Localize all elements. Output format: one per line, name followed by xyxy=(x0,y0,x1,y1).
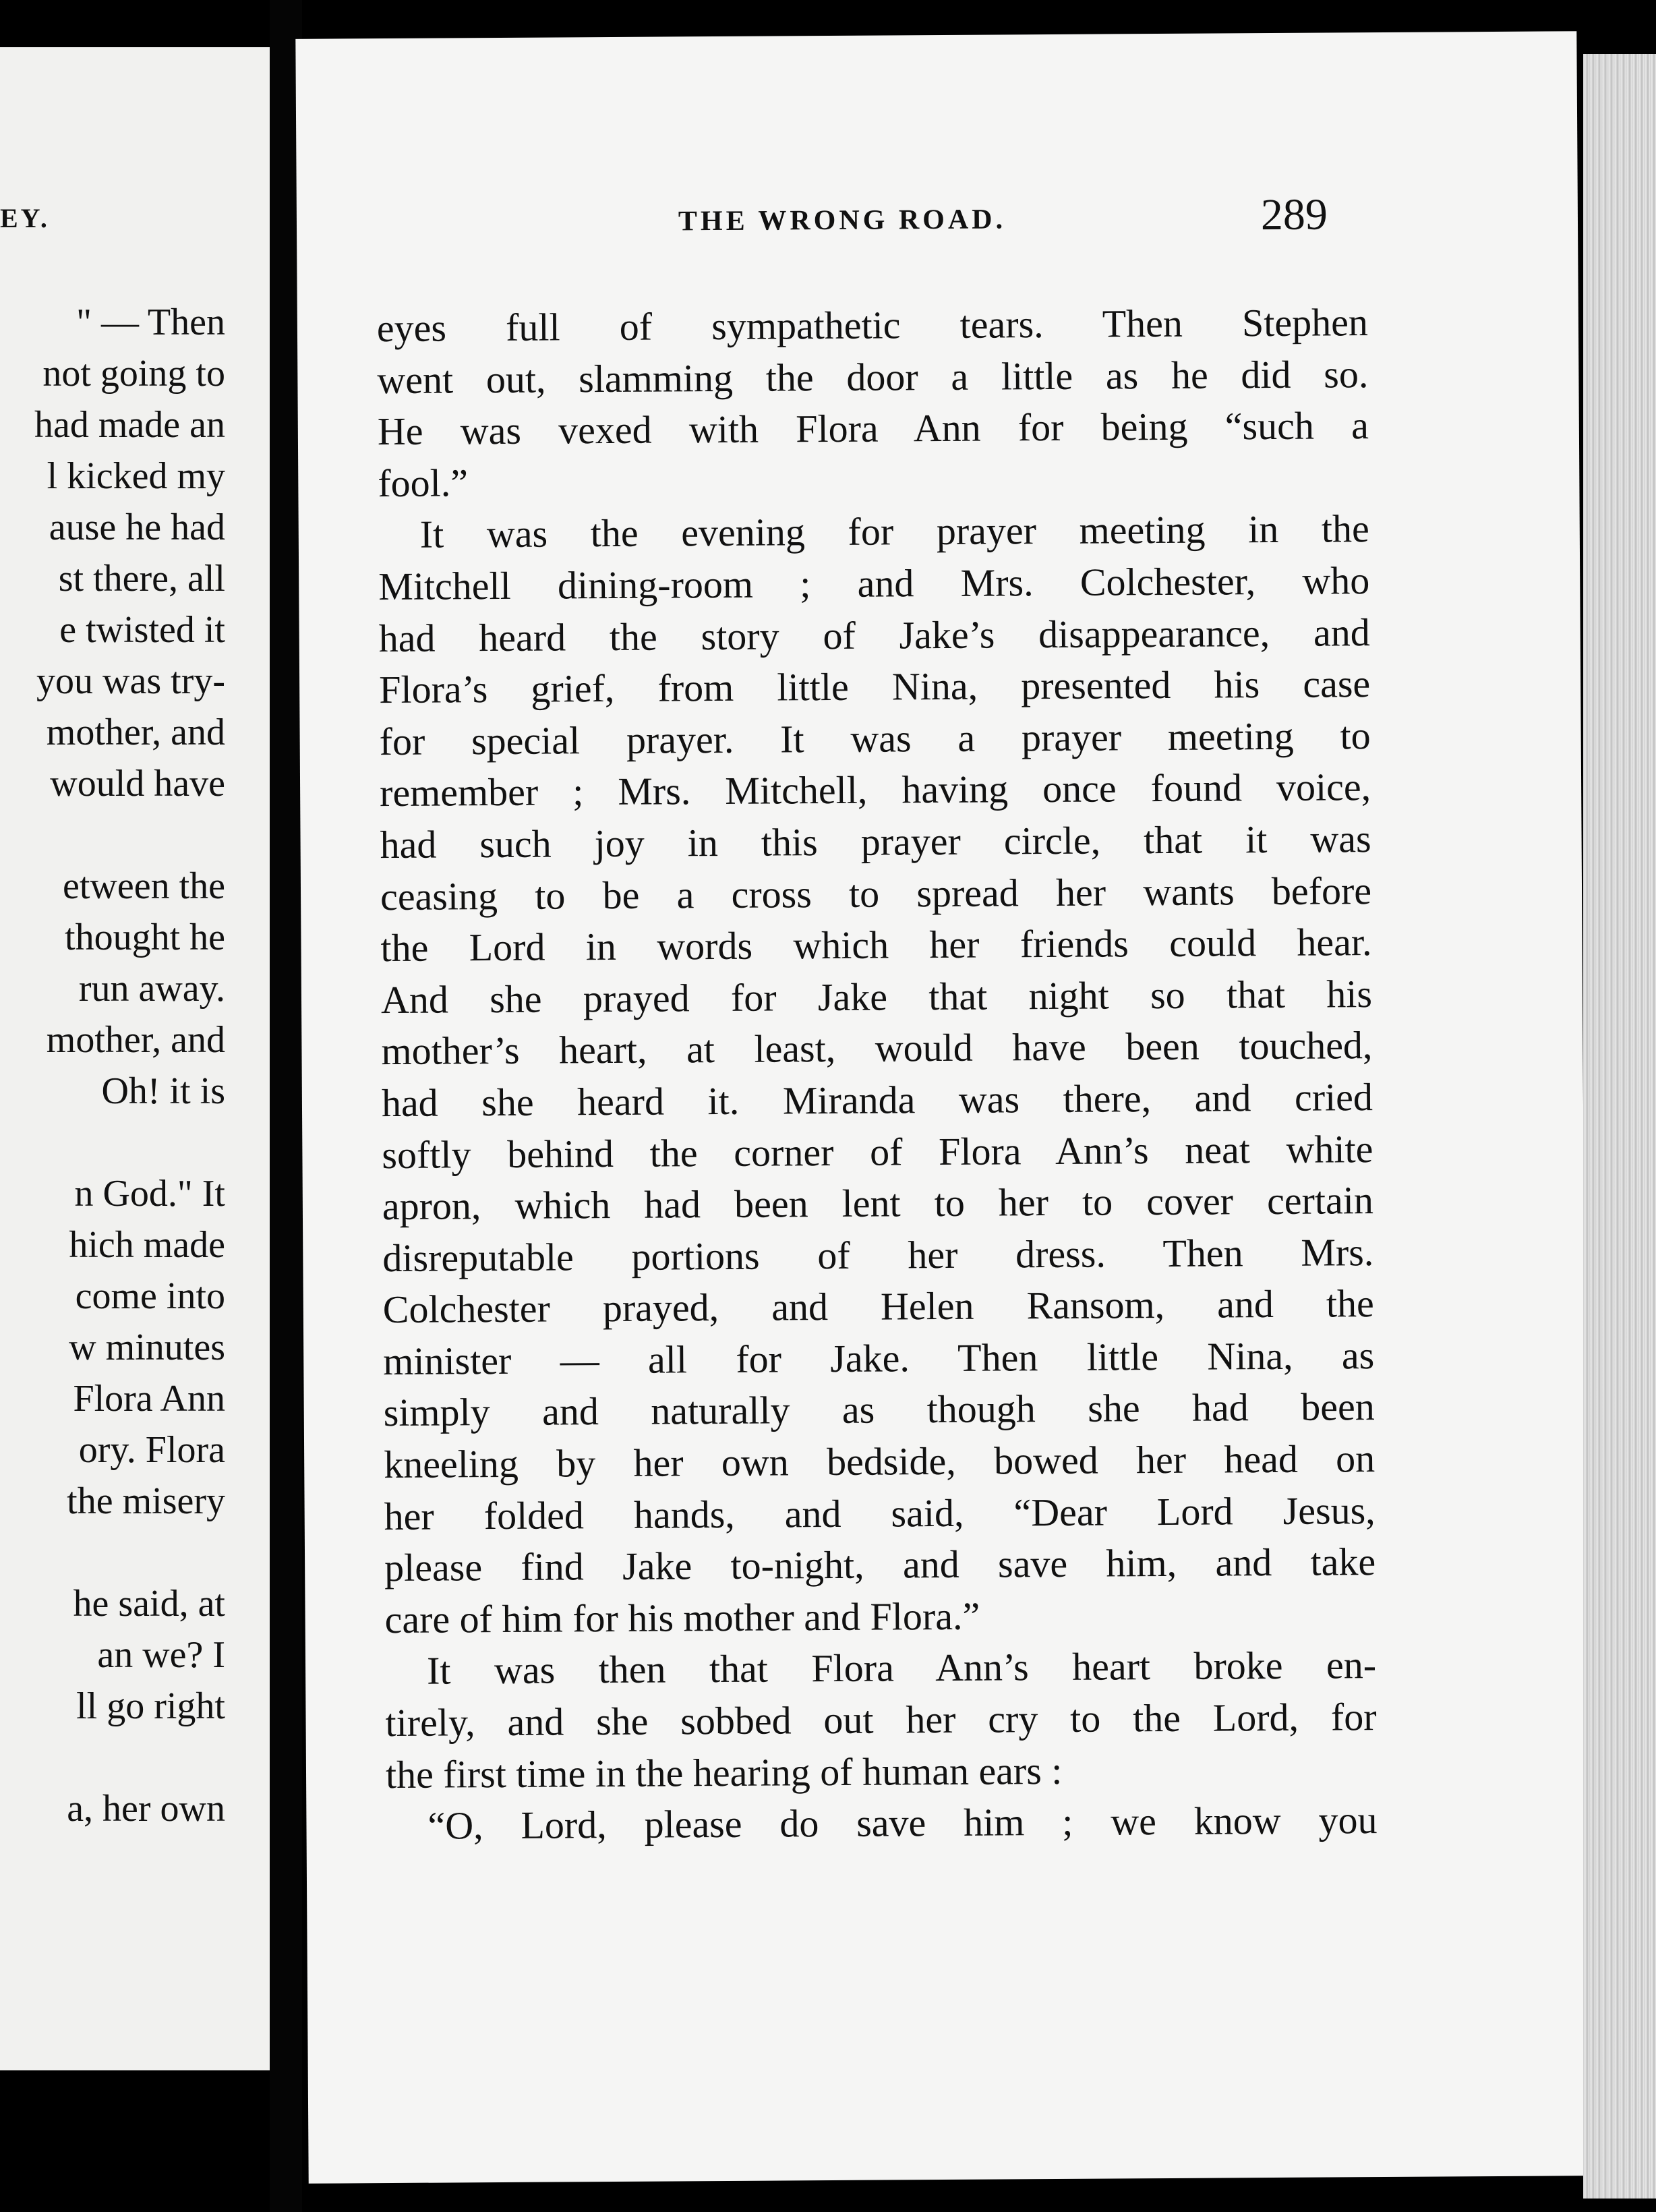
text-line: Flora’s grief, from little Nina, presented his case xyxy=(379,662,1371,712)
text-line: ceasing to be a cross to spread her wants before xyxy=(380,868,1372,919)
left-text-line: the misery xyxy=(67,1480,225,1522)
left-text-line: n God." It xyxy=(74,1173,225,1215)
left-text-line: Flora Ann xyxy=(73,1378,225,1420)
text-line: He was vexed with Flora Ann for being “such a xyxy=(377,403,1369,454)
text-line: had heard the story of Jake’s disappearance, and xyxy=(378,610,1370,660)
text-line: And she prayed for Jake that night so that his xyxy=(380,971,1373,1022)
page-number: 289 xyxy=(1260,190,1328,240)
text-line: went out, slamming the door a little as he did so. xyxy=(377,351,1369,402)
text-line: care of him for his mother and Flora.” xyxy=(384,1594,980,1641)
text-line: mother’s heart, at least, would have been touched, xyxy=(381,1023,1373,1074)
left-text-line xyxy=(0,1527,225,1578)
text-line: please find Jake to-night, and save him, and take xyxy=(384,1540,1376,1590)
left-text-line: thought he xyxy=(65,916,225,958)
text-line: disreputable portions of her dress. Then Mrs. xyxy=(382,1229,1374,1280)
running-head: THE WRONG ROAD. xyxy=(678,204,1007,237)
right-page xyxy=(295,31,1589,2184)
text-line: for special prayer. It was a prayer meeting to xyxy=(379,713,1371,763)
text-line: “O, Lord, please do save him ; we know you xyxy=(427,1798,1378,1848)
text-line: the Lord in words which her friends could hear. xyxy=(380,920,1372,970)
text-line: Mitchell dining-room ; and Mrs. Colchester, who xyxy=(378,558,1370,609)
text-line: remember ; Mrs. Mitchell, having once found voice, xyxy=(379,765,1371,815)
left-text-line: had made an xyxy=(34,404,225,446)
text-line: the first time in the hearing of human ears : xyxy=(385,1748,1063,1797)
text-line: minister — all for Jake. Then little Nina, as xyxy=(383,1333,1375,1383)
text-line: fool.” xyxy=(378,461,469,505)
left-text-line: he said, at xyxy=(73,1583,225,1625)
left-page xyxy=(0,47,270,2070)
left-text-line: ory. Flora xyxy=(78,1429,225,1471)
left-text-line: mother, and xyxy=(46,1019,225,1061)
text-line: had she heard it. Miranda was there, and cried xyxy=(381,1075,1373,1125)
left-text-line: run away. xyxy=(78,968,225,1010)
left-text-line: come into xyxy=(75,1275,225,1317)
text-line: her folded hands, and said, “Dear Lord Jesus, xyxy=(384,1488,1376,1538)
text-line: simply and naturally as though she had been xyxy=(383,1385,1375,1435)
text-line: eyes full of sympathetic tears. Then Stephen xyxy=(376,300,1369,351)
left-text-line: e twisted it xyxy=(59,609,225,651)
text-line: had such joy in this prayer circle, that it was xyxy=(380,817,1371,867)
left-text-line: an we? I xyxy=(97,1634,225,1676)
left-text-line: ll go right xyxy=(76,1685,225,1727)
left-text-line: l kicked my xyxy=(47,455,225,497)
page-body-text xyxy=(377,297,1378,1853)
left-text-line: " — Then xyxy=(76,301,225,343)
left-text-line xyxy=(0,809,225,861)
text-line: softly behind the corner of Flora Ann’s neat white xyxy=(382,1126,1373,1177)
text-line: It was the evening for prayer meeting in the xyxy=(419,506,1369,557)
left-text-line: etween the xyxy=(63,865,225,907)
left-running-head: EY. xyxy=(0,203,50,233)
left-text-line xyxy=(0,1732,225,1783)
text-line: apron, which had been lent to her to cover certain xyxy=(382,1178,1374,1229)
left-text-line: a, her own xyxy=(67,1788,225,1830)
left-text-line: ause he had xyxy=(49,506,225,548)
left-text-line: mother, and xyxy=(46,711,225,753)
left-text-line: Oh! it is xyxy=(101,1070,225,1112)
left-text-line: st there, all xyxy=(58,558,225,600)
text-line: Colchester prayed, and Helen Ransom, and the xyxy=(382,1281,1374,1332)
left-text-line xyxy=(0,1117,225,1168)
left-text-line: w minutes xyxy=(69,1327,225,1368)
text-line: tirely, and she sobbed out her cry to the Lord, for xyxy=(385,1695,1377,1745)
text-line: kneeling by her own bedside, bowed her head on xyxy=(384,1436,1376,1487)
left-text-line: you was try- xyxy=(36,660,225,702)
page-edges xyxy=(1583,54,1656,2199)
left-text-line: not going to xyxy=(42,353,225,395)
left-text-line: hich made xyxy=(69,1224,225,1266)
text-line: It was then that Flora Ann’s heart broke en- xyxy=(426,1643,1377,1693)
left-text-line: would have xyxy=(50,763,225,805)
left-page-text xyxy=(0,297,225,1834)
